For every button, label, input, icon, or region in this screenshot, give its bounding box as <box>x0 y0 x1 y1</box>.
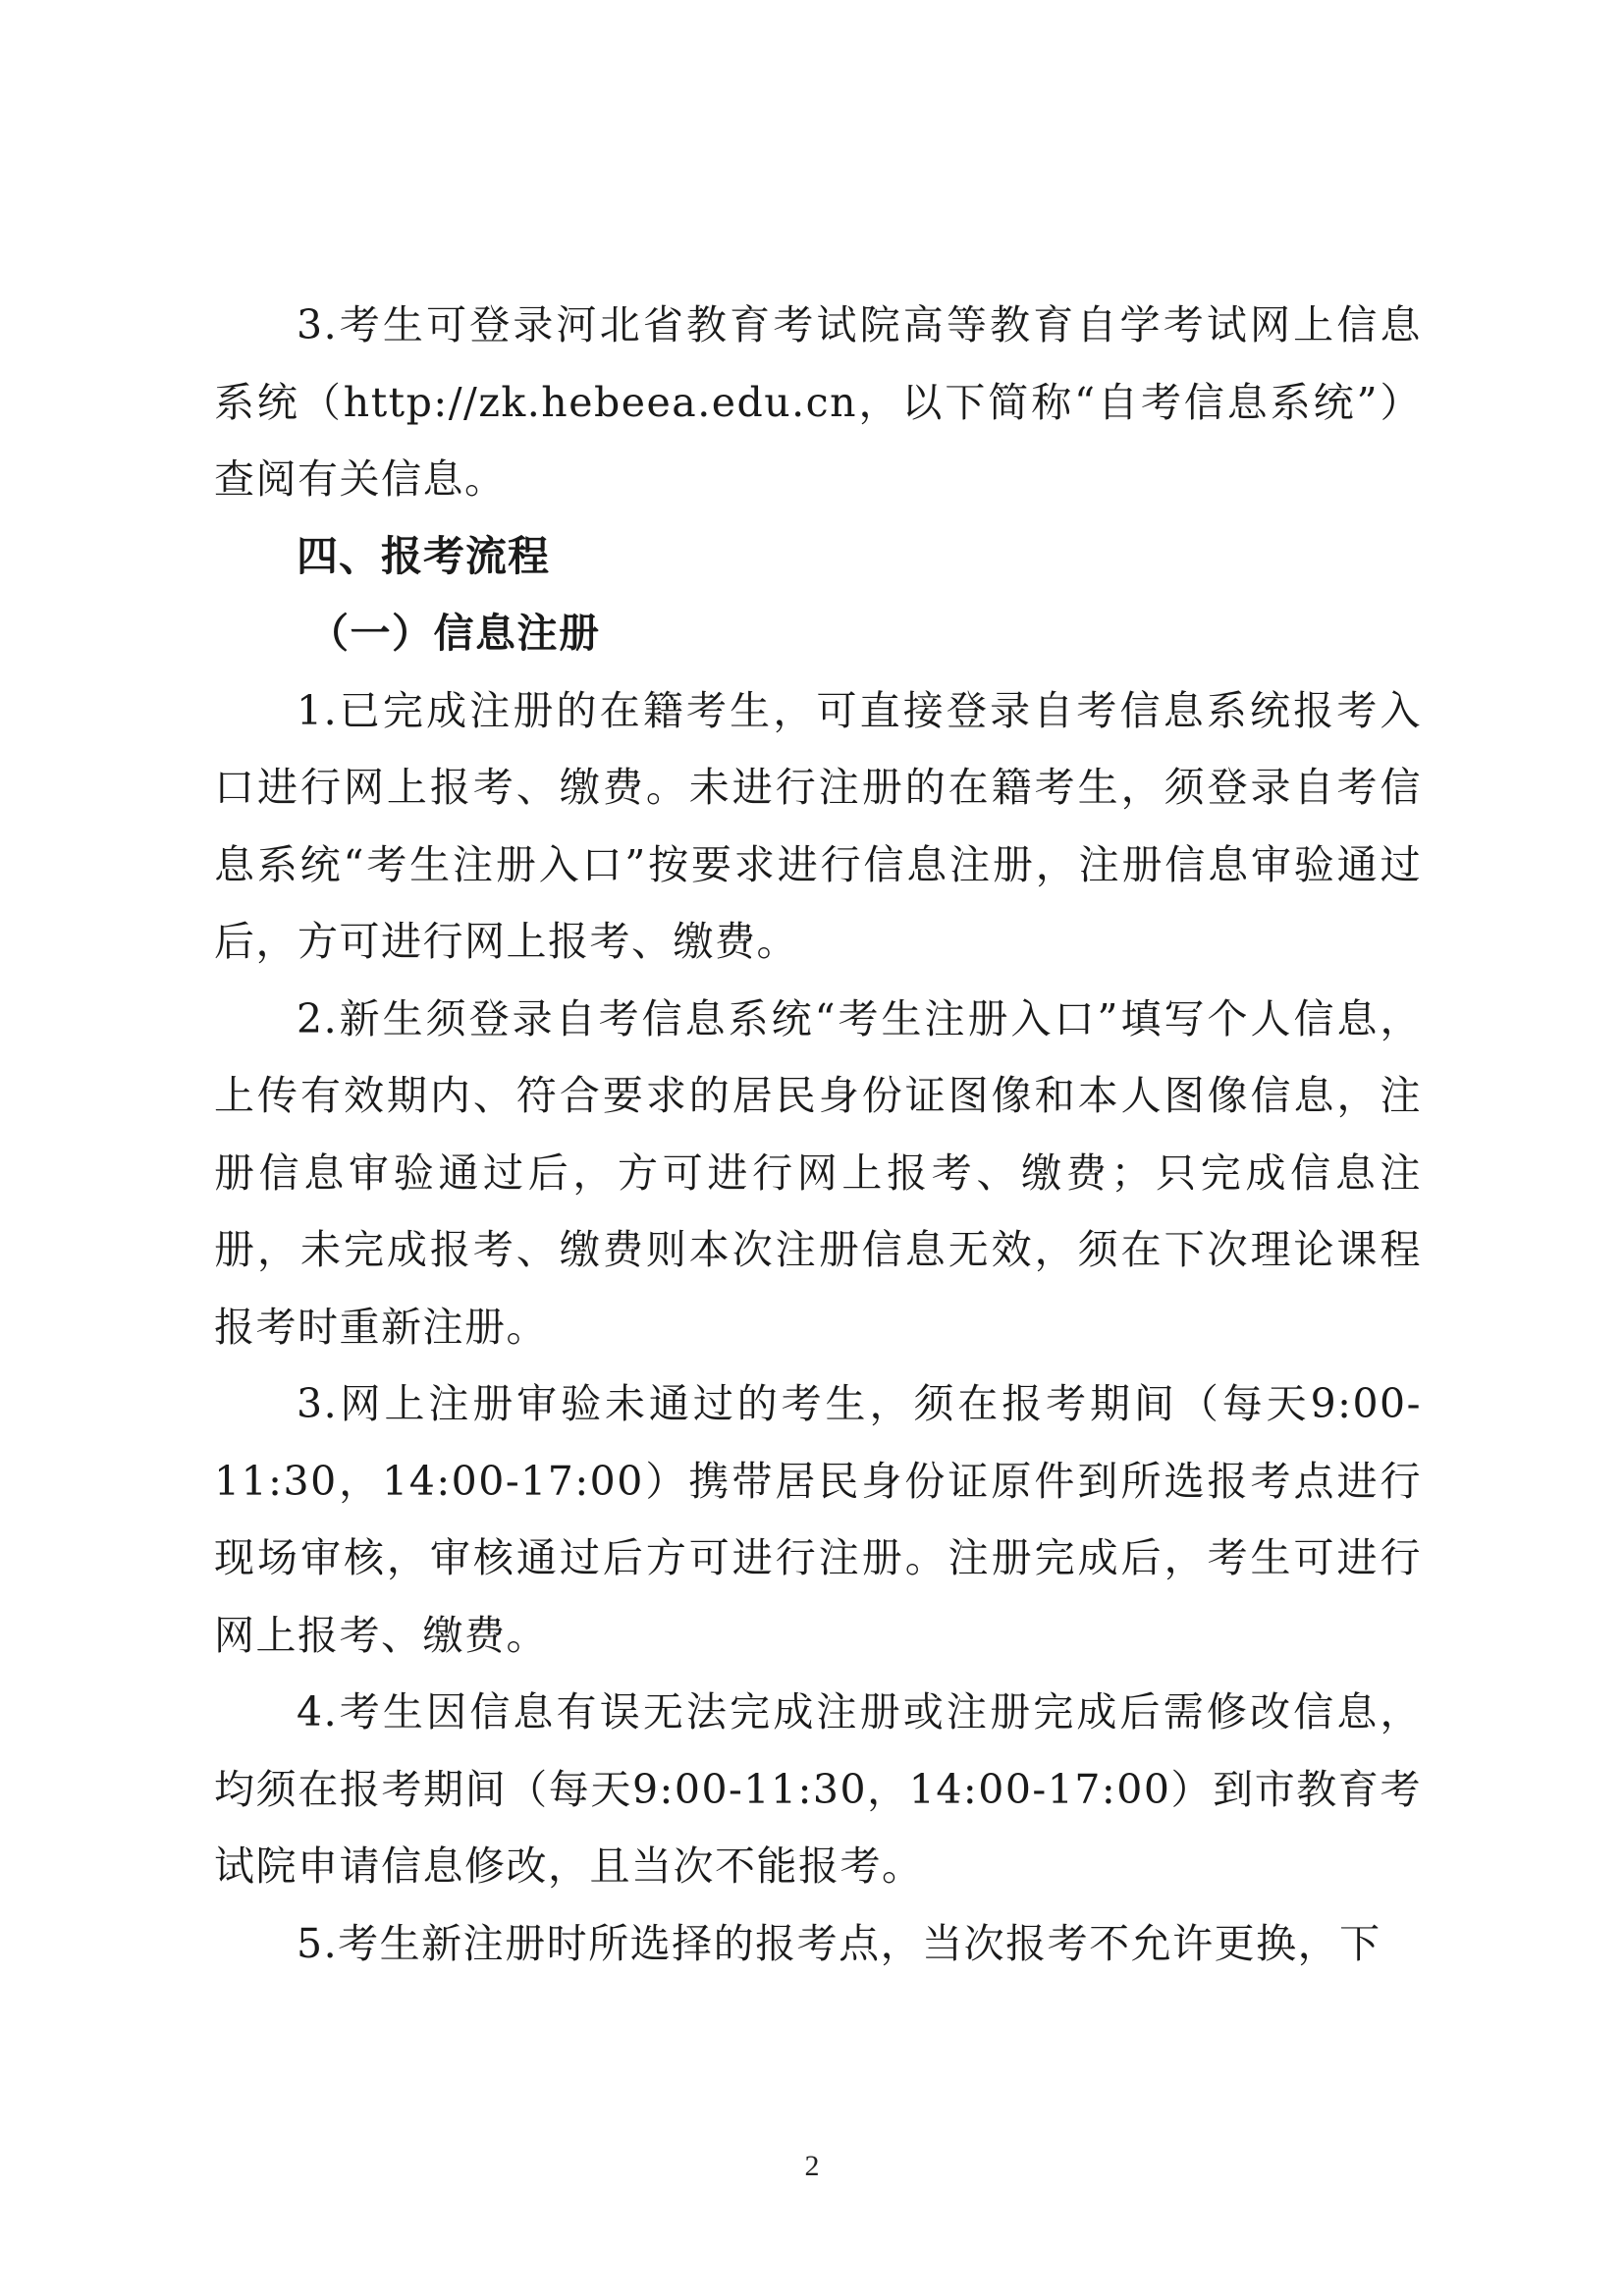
subsection-heading-info-registration: （一）信息注册 <box>308 610 601 657</box>
paragraph-info-system: 3.考生可登录河北省教育考试院高等教育自学考试网上信息系统（http://zk.hebeea.edu.cn，以下简称“自考信息系统”）查阅有关信息。 <box>214 301 1422 503</box>
paragraph-item-1: 1.已完成注册的在籍考生，可直接登录自考信息系统报考入口进行网上报考、缴费。未进行注册的在籍考生，须登录自考信息系统“考生注册入口”按要求进行信息注册，注册信息审验通过后，方可进行网上报考、缴费。 <box>214 686 1422 965</box>
paragraph-item-4: 4.考生因信息有误无法完成注册或注册完成后需修改信息，均须在报考期间（每天9:00-11:30，14:00-17:00）到市教育考试院申请信息修改，且当次不能报考。 <box>214 1688 1422 1890</box>
document-body <box>214 287 1422 1982</box>
section-heading-registration-process: 四、报考流程 <box>297 531 551 580</box>
paragraph-item-2: 2.新生须登录自考信息系统“考生注册入口”填写个人信息，上传有效期内、符合要求的居民身份证图像和本人图像信息，注册信息审验通过后，方可进行网上报考、缴费；只完成信息注册，未完成报考、缴费则本次注册信息无效，须在下次理论课程报考时重新注册。 <box>214 994 1422 1351</box>
paragraph-item-3: 3.网上注册审验未通过的考生，须在报考期间（每天9:00-11:30，14:00-17:00）携带居民身份证原件到所选报考点进行现场审核，审核通过后方可进行注册。注册完成后，考生可进行网上报考、缴费。 <box>214 1380 1422 1659</box>
paragraph-item-5: 5.考生新注册时所选择的报考点，当次报考不允许更换，下 <box>297 1919 1381 1967</box>
page-number: 2 <box>804 2150 820 2182</box>
